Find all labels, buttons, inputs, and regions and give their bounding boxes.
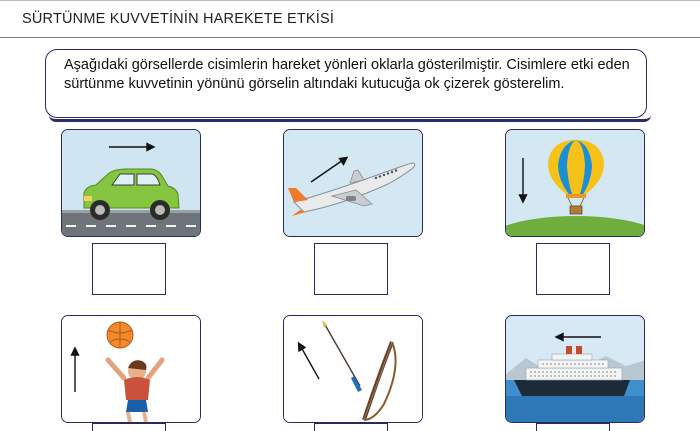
bow-picture-card bbox=[283, 315, 423, 423]
ball-and-boy-illustration bbox=[62, 316, 201, 423]
page-header bbox=[0, 0, 700, 38]
car-illustration bbox=[62, 130, 201, 237]
arrow-and-bow-illustration bbox=[284, 316, 423, 423]
ball-picture-card bbox=[61, 315, 201, 423]
airplane-picture-card bbox=[283, 129, 423, 237]
page-title: SÜRTÜNME KUVVETİNİN HAREKETE ETKİSİ bbox=[22, 11, 335, 27]
airplane-illustration bbox=[284, 130, 423, 237]
answer-box-balloon[interactable] bbox=[536, 243, 610, 295]
answer-box-airplane[interactable] bbox=[314, 243, 388, 295]
instruction-text: Aşağıdaki görsellerde cisimlerin hareket yönleri oklarla gösterilmiştir. Cisimlere etki eden sürtünme kuvvetinin yönünü görselin altındaki kutucuğa ok çizerek gösterelim. bbox=[64, 57, 630, 92]
ship-picture-card bbox=[505, 315, 645, 423]
balloon-picture-card bbox=[505, 129, 645, 237]
car-picture-card bbox=[61, 129, 201, 237]
answer-box-car[interactable] bbox=[92, 243, 166, 295]
ship-illustration bbox=[506, 316, 645, 423]
hot-air-balloon-illustration bbox=[506, 130, 645, 237]
instruction-box bbox=[45, 49, 647, 118]
